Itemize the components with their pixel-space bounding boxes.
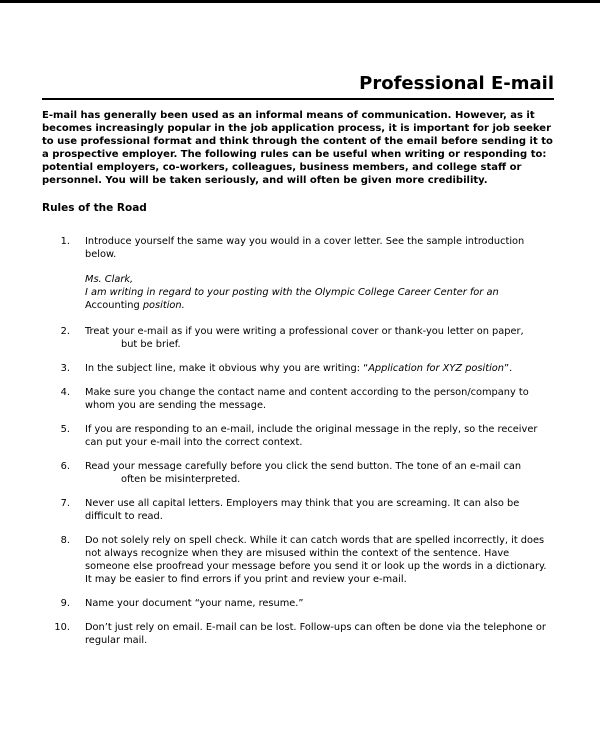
rule-number: 8. [60,535,70,546]
rule-item-8 [42,534,554,586]
rule-item-7 [42,497,554,523]
rule-number: 1. [60,236,70,247]
sample-body-italic: I am writing in regard to your posting with the Olympic College Career Center for an [85,287,499,298]
rule-number: 6. [60,461,70,472]
rule-text-line1: Read your message carefully before you click the send button. The tone of an e-mail can [85,461,522,472]
sample-salutation: Ms. Clark, [85,274,134,285]
rule-number: 5. [60,424,70,435]
rule-item-4 [42,386,554,412]
rule-number: 9. [60,598,70,609]
rule-text: If you are responding to an e-mail, include the original message in the reply, so the receiver can put your e-mail into the correct context. [85,424,538,448]
rule-text: Name your document “your name, resume.” [85,598,304,609]
rule-number: 7. [60,498,70,509]
rule-item-2 [42,325,554,351]
rule-item-1 [42,235,554,314]
rule-body [85,235,554,314]
rule-text-quote: Application for XYZ position [368,363,504,374]
sample-body-regular: Accounting [85,300,140,311]
rule-text: Introduce yourself the same way you would in a cover letter. See the sample introduction below. [85,236,525,260]
title-rule [42,98,554,100]
rules-heading: Rules of the Road [42,202,147,214]
rule-number: 4. [60,387,70,398]
rule-item-3 [42,362,554,375]
rule-body [85,460,554,486]
rule-item-9 [42,597,554,610]
page-title: Professional E-mail [359,73,554,94]
rule-text-pre: In the subject line, make it obvious why you are writing: “ [85,363,369,374]
rule-text-line2: often be misinterpreted. [121,474,241,485]
rule-item-5 [42,423,554,449]
rule-text-post: ”. [504,363,513,374]
rule-number: 2. [60,326,70,337]
rule-item-10 [42,621,554,647]
intro-paragraph: E-mail has generally been used as an informal means of communication. However, as it becomes increasingly popular in the job application process, it is important for job seeker to use professional format and think through the content of the email before sending it to a prospective employer. The following rules can be useful when writing or responding to: potential employers, co-workers, colleagues, business members, and college staff or personnel. You will be taken seriously, and will often be given more credibility. [42,110,553,186]
rule-text-line2: but be brief. [121,339,181,350]
rule-text-line1: Treat your e-mail as if you were writing a professional cover or thank-you letter on paper, [85,326,524,337]
rule-item-6 [42,460,554,486]
rule-text: Don’t just rely on email. E-mail can be lost. Follow-ups can often be done via the telephone or regular mail. [85,622,546,646]
rule-number: 10. [54,622,70,633]
rule-text: Never use all capital letters. Employers may think that you are screaming. It can also be difficult to read. [85,498,520,522]
rule-text: Make sure you change the contact name and content according to the person/company to whom you are sending the message. [85,387,529,411]
sample-introduction [85,273,554,312]
rules-list [42,235,554,647]
rule-body [85,325,554,351]
rule-number: 3. [60,363,70,374]
sample-body-italic-2: position. [139,300,185,311]
rule-text: Do not solely rely on spell check. While it can catch words that are spelled incorrectly, it does not always recognize when they are misused within the context of the sentence. Have someone else proofread your message before you send it or look up the words in a dictionary. It may be easier to find errors if you print and review your e-mail. [85,535,547,585]
rule-body [85,362,554,375]
